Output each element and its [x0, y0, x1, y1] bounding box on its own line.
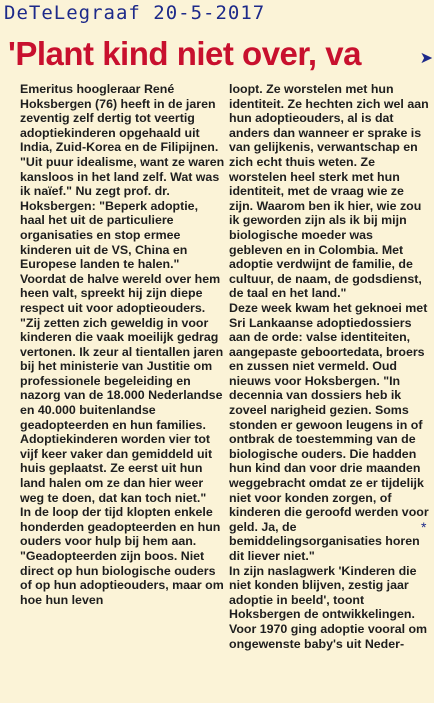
article-headline: 'Plant kind niet over, va: [8, 35, 361, 72]
paragraph: Emeritus hoogleraar René Hoksbergen (76) heeft in de jaren zeventig zelf dertig tot veertig adoptiekinderen opgehaald uit India, Zuid-Korea en de Filipijnen. "Uit puur idealisme, want ze waren kansloos in het land zelf. Wat was ik naïef." Nu zegt prof. dr. Hoksbergen: "Beperk adoptie, haal het uit de particuliere organisaties en stop ermee kinderen uit de VS, China en Europese landen te halen.": [20, 82, 225, 272]
arrow-right-icon: ➤: [419, 50, 433, 67]
paragraph: loopt. Ze worstelen met hun identiteit. Ze hechten zich wel aan hun adoptieouders, al is dat anders dan wanneer er sprake is van gelijkenis, verwantschap en zich echt thuis weten. Ze worstelen heel sterk met hun identiteit, met de vraag wie ze zijn. Waarom ben ik hier, wie zou ik geworden zijn als ik bij mijn biologische moeder was gebleven en in Colombia. Met adoptie verdwijnt de familie, de cultuur, de naam, de godsdienst, de taal en het land.": [229, 82, 429, 301]
handwritten-date-note: DeTeLegraaf 20-5-2017: [4, 2, 266, 24]
article-column-right: [229, 82, 429, 651]
paragraph: Voordat de halve wereld over hem heen valt, spreekt hij zijn diepe respect uit voor adoptieouders. "Zij zetten zich geweldig in voor kinderen die vaak moeilijk gedrag vertonen. Ik zeur al tientallen jaren bij het ministerie van Justitie om professionele begeleiding en nazorg van de 18.000 Nederlandse en 40.000 buitenlandse geadopteerden en hun families. Adoptiekinderen worden vier tot vijf keer vaker dan gemiddeld uit huis geplaatst. Ze eerst uit hun land halen om ze dan hier weer weg te doen, dat kan toch niet.": [20, 271, 224, 505]
handwritten-asterisk: *: [421, 519, 427, 535]
article-column-left: [20, 82, 225, 607]
paragraph: In de loop der tijd klopten enkele honderden geadopteerden en hun ouders voor hulp bij hem aan. "Geadopteerden zijn boos. Niet direct op hun biologische ouders of op hun adoptieouders, maar om hoe hun leven: [20, 505, 224, 607]
paragraph: Deze week kwam het geknoei met Sri Lankaanse adoptiedossiers aan de orde: valse identiteiten, aangepaste geboortedata, broers en zussen niet vermeld. Oud nieuws voor Hoksbergen. "In decennia van dossiers heb ik zoveel narigheid gezien. Soms stonden er gewoon leugens in of ontbrak de toestemming van de biologische ouders. Die hadden hun kind dan voor drie maanden weggebracht omdat ze er tijdelijk niet voor konden zorgen, of kinderen die geroofd werden voor geld. Ja, de bemiddelingsorganisaties horen dit liever niet.": [229, 300, 429, 563]
paragraph: In zijn naslagwerk 'Kinderen die niet konden blijven, zestig jaar adoptie in beeld', toont Hoksbergen de ontwikkelingen. Voor 1970 ging adoptie vooral om ongewenste baby's uit Neder-: [229, 563, 428, 651]
